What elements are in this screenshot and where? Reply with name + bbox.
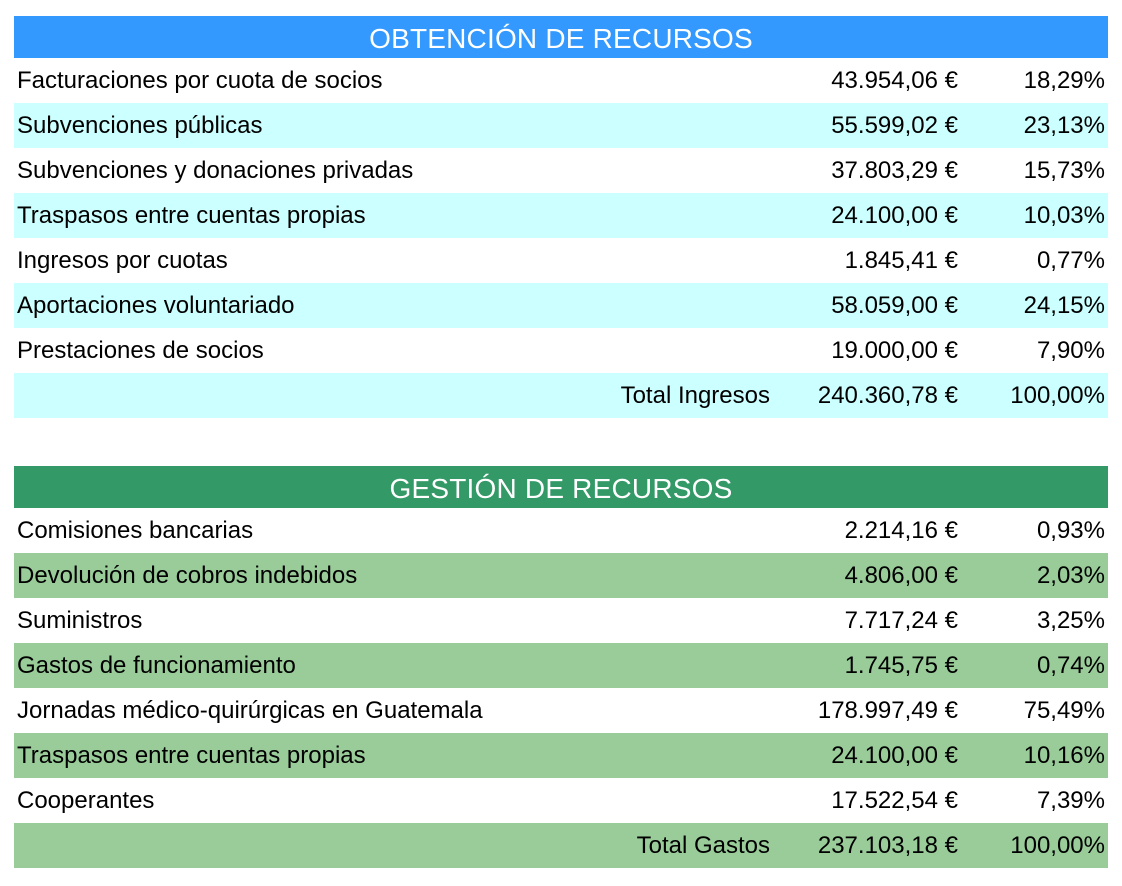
total-row (14, 823, 1108, 868)
row-percent: 2,03% (1036, 562, 1105, 589)
row-label: Traspasos entre cuentas propias (17, 742, 366, 769)
row-label: Subvenciones y donaciones privadas (17, 157, 414, 184)
income-table-header: OBTENCIÓN DE RECURSOS (14, 16, 1108, 58)
row-percent: 0,74% (1036, 652, 1105, 679)
row-amount: 1.745,75 € (844, 652, 958, 679)
row-amount: 1.845,41 € (844, 247, 958, 274)
total-amount: 237.103,18 € (817, 832, 958, 859)
row-label: Suministros (17, 607, 143, 634)
row-percent: 18,29% (1023, 67, 1105, 94)
table-row (14, 283, 1108, 328)
total-row (14, 373, 1108, 418)
row-label: Gastos de funcionamiento (17, 652, 296, 679)
total-amount: 240.360,78 € (817, 382, 958, 409)
table-row (14, 508, 1108, 553)
table-row (14, 148, 1108, 193)
row-percent: 7,39% (1036, 787, 1105, 814)
table-row (14, 733, 1108, 778)
total-label: Total Ingresos (620, 382, 770, 409)
row-label: Prestaciones de socios (17, 337, 264, 364)
total-label: Total Gastos (636, 832, 770, 859)
table-row (14, 103, 1108, 148)
row-label: Traspasos entre cuentas propias (17, 202, 366, 229)
row-percent: 10,16% (1023, 742, 1105, 769)
table-row (14, 238, 1108, 283)
row-percent: 0,77% (1036, 247, 1105, 274)
total-percent: 100,00% (1010, 832, 1105, 859)
table-row (14, 193, 1108, 238)
row-percent: 23,13% (1023, 112, 1105, 139)
table-row (14, 58, 1108, 103)
row-amount: 178.997,49 € (817, 697, 958, 724)
table-row (14, 778, 1108, 823)
row-percent: 7,90% (1036, 337, 1105, 364)
row-percent: 24,15% (1023, 292, 1105, 319)
row-label: Jornadas médico-quirúrgicas en Guatemala (17, 697, 483, 724)
row-amount: 37.803,29 € (831, 157, 958, 184)
income-table (14, 16, 1108, 418)
row-label: Cooperantes (17, 787, 155, 814)
row-amount: 58.059,00 € (831, 292, 958, 319)
expense-table (14, 466, 1108, 868)
row-amount: 19.000,00 € (831, 337, 958, 364)
row-percent: 10,03% (1023, 202, 1105, 229)
row-percent: 15,73% (1023, 157, 1105, 184)
row-label: Comisiones bancarias (17, 517, 254, 544)
expense-table-header: GESTIÓN DE RECURSOS (14, 466, 1108, 508)
table-row (14, 688, 1108, 733)
table-row (14, 643, 1108, 688)
table-row (14, 553, 1108, 598)
row-amount: 7.717,24 € (844, 607, 958, 634)
total-percent: 100,00% (1010, 382, 1105, 409)
row-amount: 24.100,00 € (831, 202, 958, 229)
row-amount: 24.100,00 € (831, 742, 958, 769)
row-amount: 4.806,00 € (844, 562, 958, 589)
row-amount: 2.214,16 € (844, 517, 958, 544)
row-percent: 75,49% (1023, 697, 1105, 724)
row-amount: 17.522,54 € (831, 787, 958, 814)
row-amount: 55.599,02 € (831, 112, 958, 139)
row-label: Aportaciones voluntariado (17, 292, 295, 319)
row-amount: 43.954,06 € (831, 67, 958, 94)
table-row (14, 598, 1108, 643)
row-percent: 3,25% (1036, 607, 1105, 634)
row-percent: 0,93% (1036, 517, 1105, 544)
row-label: Subvenciones públicas (17, 112, 263, 139)
table-row (14, 328, 1108, 373)
row-label: Facturaciones por cuota de socios (17, 67, 383, 94)
row-label: Devolución de cobros indebidos (17, 562, 358, 589)
row-label: Ingresos por cuotas (17, 247, 228, 274)
